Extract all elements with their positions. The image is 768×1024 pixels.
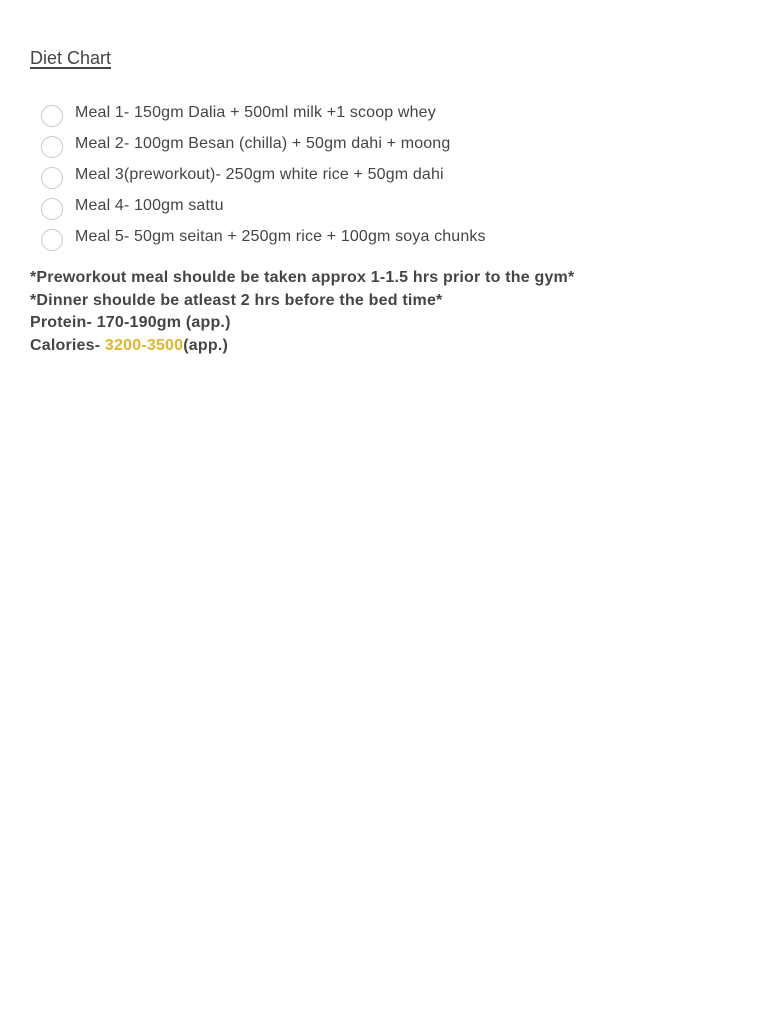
preworkout-note[interactable]: *Preworkout meal shoulde be taken approx 1-1.5 hrs prior to the gym* xyxy=(30,269,575,286)
calories-value: 3200-3500 xyxy=(104,336,184,354)
checklist-item-label[interactable]: Meal 5- 50gm seitan + 250gm rice + 100gm soya chunks xyxy=(75,227,486,245)
calories-suffix: (app.) xyxy=(183,336,228,354)
checklist-item-meal-5 xyxy=(41,221,730,252)
checkbox-circle-icon[interactable] xyxy=(41,136,63,158)
checklist-item-meal-2 xyxy=(41,128,730,159)
checklist-item-meal-3 xyxy=(41,159,730,190)
notes-block xyxy=(30,267,730,357)
checkbox-circle-icon[interactable] xyxy=(41,167,63,189)
checkbox-circle-icon[interactable] xyxy=(41,229,63,251)
checklist-item-label[interactable]: Meal 1- 150gm Dalia + 500ml milk +1 scoop whey xyxy=(75,103,436,121)
calories-prefix: Calories- xyxy=(30,336,105,354)
checkbox-circle-icon[interactable] xyxy=(41,198,63,220)
checklist-item-label[interactable]: Meal 4- 100gm sattu xyxy=(75,196,224,214)
dinner-note[interactable]: *Dinner shoulde be atleast 2 hrs before the bed time* xyxy=(30,291,443,309)
checkbox-circle-icon[interactable] xyxy=(41,105,63,127)
meal-checklist xyxy=(30,97,730,252)
protein-line[interactable]: Protein- 170-190gm (app.) xyxy=(30,314,231,331)
calories-line[interactable] xyxy=(30,335,730,358)
checklist-item-label[interactable]: Meal 3(preworkout)- 250gm white rice + 50gm dahi xyxy=(75,165,444,183)
checklist-item-label[interactable]: Meal 2- 100gm Besan (chilla) + 50gm dahi + moong xyxy=(75,134,451,152)
checklist-item-meal-4 xyxy=(41,190,730,221)
note-title[interactable]: Diet Chart xyxy=(30,48,112,68)
note-body[interactable] xyxy=(30,44,730,357)
checklist-item-meal-1 xyxy=(41,97,730,128)
